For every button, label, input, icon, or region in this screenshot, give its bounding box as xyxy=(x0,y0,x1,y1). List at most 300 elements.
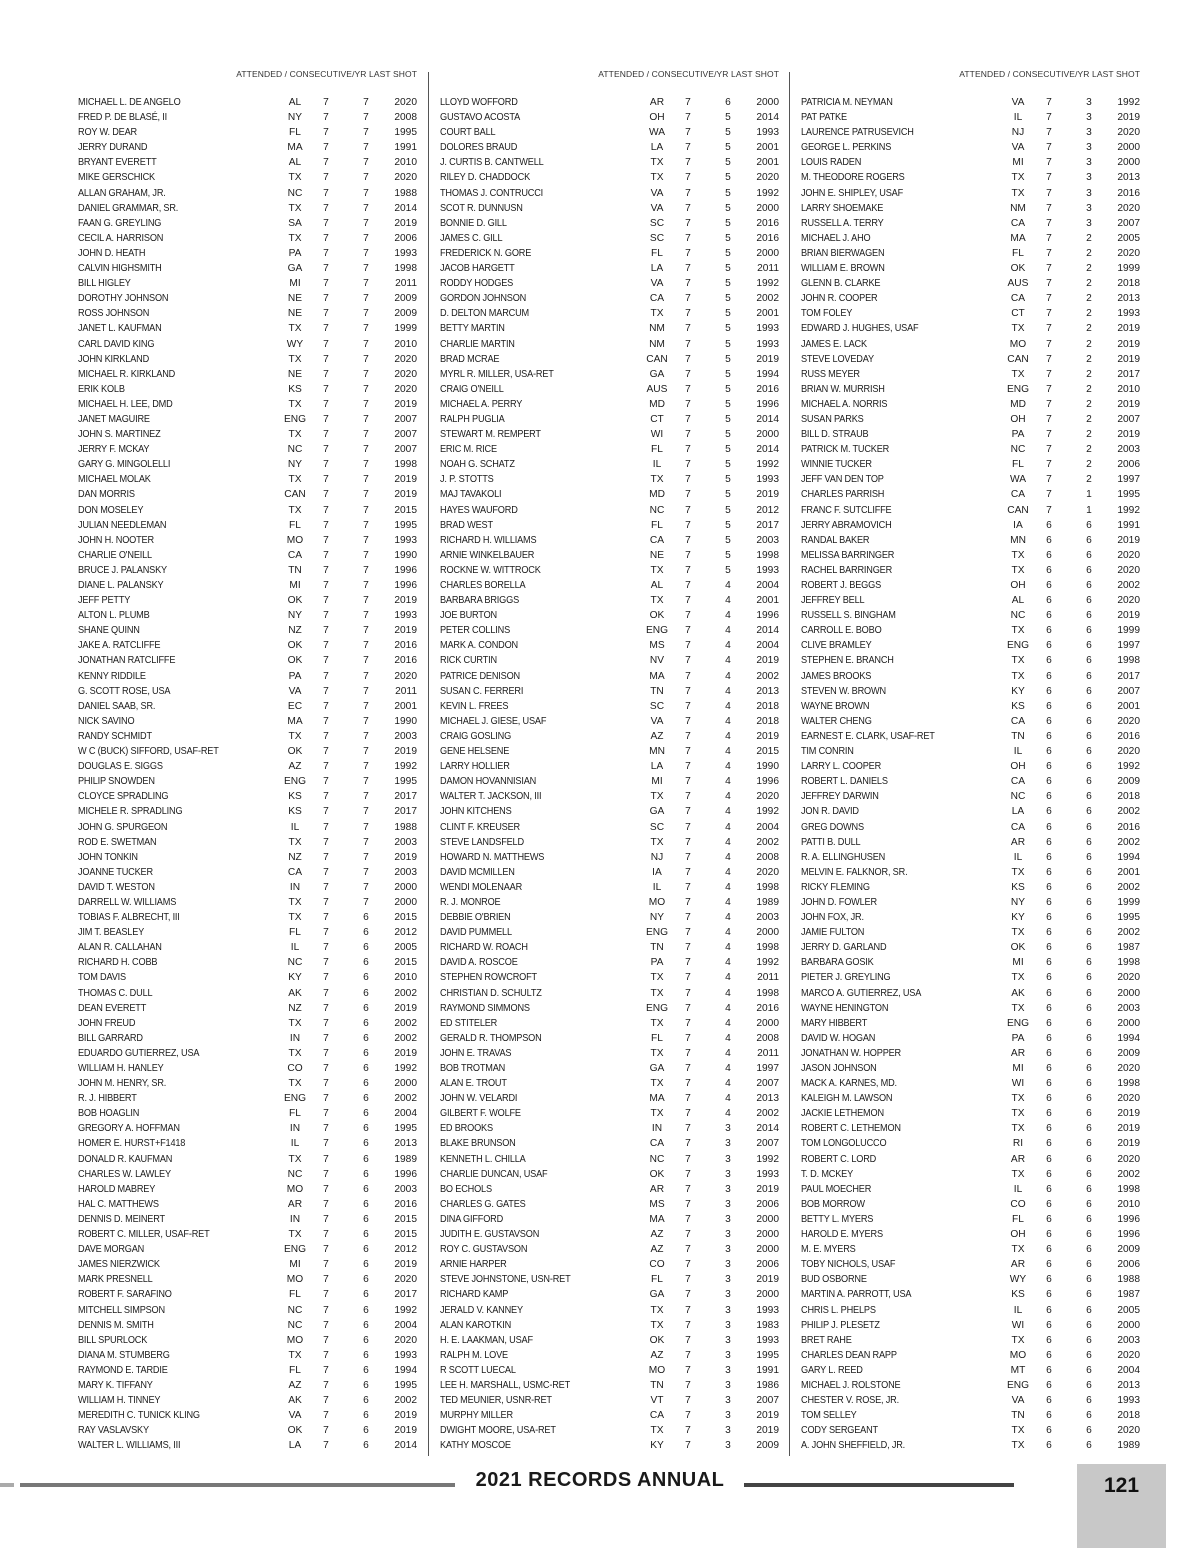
attended-count: 7 xyxy=(685,202,691,214)
year-last-shot: 2007 xyxy=(394,413,417,425)
attended-count: 6 xyxy=(1046,836,1052,848)
year-last-shot: 1996 xyxy=(756,398,779,410)
consecutive-count: 2 xyxy=(1086,232,1092,244)
member-location: IL xyxy=(1013,1183,1023,1195)
member-location: TN xyxy=(1011,1410,1025,1422)
attended-count: 7 xyxy=(685,1183,691,1195)
consecutive-count: 7 xyxy=(363,715,369,727)
attended-count: 6 xyxy=(1046,896,1052,908)
attended-count: 7 xyxy=(685,413,691,425)
member-location: KS xyxy=(288,806,302,818)
member-location: NC xyxy=(649,1153,665,1165)
year-last-shot: 1992 xyxy=(756,806,779,818)
year-last-shot: 2007 xyxy=(394,429,417,441)
year-last-shot: 2014 xyxy=(394,1440,417,1452)
year-last-shot: 2002 xyxy=(756,293,779,305)
member-name: CRAIG O'NEILL xyxy=(440,383,504,395)
consecutive-count: 6 xyxy=(363,957,369,969)
member-name: MAJ TAVAKOLI xyxy=(440,489,502,501)
year-last-shot: 2013 xyxy=(756,1093,779,1105)
member-location: FL xyxy=(289,1108,301,1120)
record-row xyxy=(78,1061,418,1076)
member-name: ROBERT F. SARAFINO xyxy=(78,1289,172,1301)
attended-count: 7 xyxy=(323,1123,329,1135)
consecutive-count: 5 xyxy=(725,112,731,124)
year-last-shot: 1995 xyxy=(394,1379,417,1391)
consecutive-count: 6 xyxy=(1086,700,1092,712)
member-location: IL xyxy=(1013,1304,1023,1316)
record-row xyxy=(440,774,780,789)
member-location: NY xyxy=(1010,896,1026,908)
member-location: TX xyxy=(1011,927,1025,939)
member-name: M. THEODORE ROGERS xyxy=(801,172,905,184)
record-row xyxy=(440,1303,780,1318)
attended-count: 7 xyxy=(323,534,329,546)
record-row xyxy=(78,1076,418,1091)
attended-count: 7 xyxy=(323,444,329,456)
record-row xyxy=(801,1212,1141,1227)
member-name: BO ECHOLS xyxy=(440,1183,492,1195)
member-location: TN xyxy=(1011,730,1025,742)
year-last-shot: 2014 xyxy=(756,625,779,637)
year-last-shot: 2019 xyxy=(756,1274,779,1286)
member-location: MA xyxy=(649,670,665,682)
year-last-shot: 2019 xyxy=(1117,338,1140,350)
year-last-shot: 2007 xyxy=(1117,413,1140,425)
member-location: NM xyxy=(1010,202,1026,214)
year-last-shot: 1991 xyxy=(1117,519,1140,531)
consecutive-count: 2 xyxy=(1086,383,1092,395)
record-row xyxy=(78,397,418,412)
member-location: ENG xyxy=(1006,1379,1030,1391)
attended-count: 7 xyxy=(323,308,329,320)
member-name: JOHN M. HENRY, SR. xyxy=(78,1078,167,1090)
year-last-shot: 1988 xyxy=(394,187,417,199)
member-location: FL xyxy=(1012,247,1024,259)
record-row xyxy=(440,729,780,744)
consecutive-count: 4 xyxy=(725,761,731,773)
attended-count: 7 xyxy=(323,595,329,607)
year-last-shot: 1987 xyxy=(1117,942,1140,954)
record-row xyxy=(440,578,780,593)
year-last-shot: 2010 xyxy=(1117,383,1140,395)
consecutive-count: 4 xyxy=(725,1002,731,1014)
member-name: PETER COLLINS xyxy=(440,625,511,637)
record-row xyxy=(78,337,418,352)
member-name: ROCKNE W. WITTROCK xyxy=(440,564,541,576)
consecutive-count: 7 xyxy=(363,383,369,395)
consecutive-count: 3 xyxy=(1086,97,1092,108)
member-name: WILLIAM E. BROWN xyxy=(801,263,885,275)
member-location: TX xyxy=(650,1017,664,1029)
member-name: ED BROOKS xyxy=(440,1123,493,1135)
attended-count: 6 xyxy=(1046,1138,1052,1150)
member-location: FL xyxy=(1012,459,1024,471)
attended-count: 7 xyxy=(323,1168,329,1180)
consecutive-count: 6 xyxy=(1086,549,1092,561)
attended-count: 7 xyxy=(1046,489,1052,501)
member-location: AUS xyxy=(1007,278,1029,290)
attended-count: 7 xyxy=(323,655,329,667)
consecutive-count: 6 xyxy=(363,1244,369,1256)
member-name: DAN MORRIS xyxy=(78,489,135,501)
consecutive-count: 7 xyxy=(363,595,369,607)
year-last-shot: 2019 xyxy=(394,746,417,758)
year-last-shot: 2004 xyxy=(756,640,779,652)
member-location: CAN xyxy=(1007,504,1029,516)
member-location: AK xyxy=(1011,987,1025,999)
year-last-shot: 1992 xyxy=(1117,761,1140,773)
member-location: MO xyxy=(286,534,304,546)
attended-count: 7 xyxy=(685,715,691,727)
year-last-shot: 2003 xyxy=(1117,1334,1140,1346)
attended-count: 7 xyxy=(685,1002,691,1014)
member-name: GARY L. REED xyxy=(801,1364,863,1376)
member-location: AR xyxy=(1010,1259,1026,1271)
member-name: MYRL R. MILLER, USA-RET xyxy=(440,368,554,380)
member-name: TOBY NICHOLS, USAF xyxy=(801,1259,896,1271)
year-last-shot: 1999 xyxy=(1117,263,1140,275)
column-divider xyxy=(789,72,790,1456)
member-location: OK xyxy=(287,595,303,607)
member-location: FL xyxy=(289,1364,301,1376)
consecutive-count: 6 xyxy=(363,1153,369,1165)
consecutive-count: 2 xyxy=(1086,278,1092,290)
record-row xyxy=(78,291,418,306)
record-row xyxy=(78,1318,418,1333)
attended-count: 6 xyxy=(1046,1304,1052,1316)
member-name: RICKY FLEMING xyxy=(801,881,870,893)
year-last-shot: 2020 xyxy=(394,1274,417,1286)
member-location: MO xyxy=(648,896,666,908)
member-name: DENNIS D. MEINERT xyxy=(78,1213,165,1225)
member-name: MICHAEL J. AHO xyxy=(801,232,871,244)
record-row xyxy=(440,487,780,502)
attended-count: 7 xyxy=(323,715,329,727)
attended-count: 7 xyxy=(1046,247,1052,259)
attended-count: 7 xyxy=(323,1063,329,1074)
member-location: MA xyxy=(649,1093,665,1105)
member-name: J. P. STOTTS xyxy=(440,474,494,486)
consecutive-count: 3 xyxy=(725,1349,731,1361)
member-name: KENNY RIDDILE xyxy=(78,670,146,682)
record-row xyxy=(78,216,418,231)
member-location: OK xyxy=(287,1425,303,1437)
member-name: JIM T. BEASLEY xyxy=(78,927,145,939)
consecutive-count: 7 xyxy=(363,398,369,410)
member-location: AZ xyxy=(650,1229,664,1241)
attended-count: 7 xyxy=(685,459,691,471)
member-location: LA xyxy=(650,263,664,275)
member-location: TX xyxy=(1011,1244,1025,1256)
record-row xyxy=(801,306,1141,321)
member-name: DAVID PUMMELL xyxy=(440,927,512,939)
year-last-shot: 2016 xyxy=(394,1198,417,1210)
attended-count: 7 xyxy=(685,1168,691,1180)
consecutive-count: 2 xyxy=(1086,338,1092,350)
consecutive-count: 2 xyxy=(1086,444,1092,456)
year-last-shot: 2019 xyxy=(394,398,417,410)
record-row xyxy=(801,548,1141,563)
attended-count: 7 xyxy=(323,1379,329,1391)
member-location: TX xyxy=(288,504,302,516)
consecutive-count: 4 xyxy=(725,1093,731,1105)
attended-count: 6 xyxy=(1046,1168,1052,1180)
record-row xyxy=(78,261,418,276)
member-name: JAKE A. RATCLIFFE xyxy=(78,640,161,652)
attended-count: 7 xyxy=(323,912,329,924)
year-last-shot: 2020 xyxy=(756,172,779,184)
consecutive-count: 2 xyxy=(1086,353,1092,365)
record-row xyxy=(801,1393,1141,1408)
member-location: CAN xyxy=(1007,353,1029,365)
attended-count: 7 xyxy=(1046,413,1052,425)
year-last-shot: 2000 xyxy=(756,202,779,214)
member-name: PATRICK M. TUCKER xyxy=(801,444,890,456)
consecutive-count: 7 xyxy=(363,519,369,531)
consecutive-count: 6 xyxy=(363,1032,369,1044)
consecutive-count: 5 xyxy=(725,564,731,576)
member-location: NY xyxy=(287,610,303,622)
year-last-shot: 2005 xyxy=(394,942,417,954)
member-location: LA xyxy=(288,1440,302,1452)
record-row xyxy=(440,563,780,578)
consecutive-count: 6 xyxy=(1086,896,1092,908)
member-location: MA xyxy=(1010,232,1026,244)
year-last-shot: 1993 xyxy=(756,127,779,139)
member-location: TX xyxy=(650,1319,664,1331)
member-location: VA xyxy=(650,187,664,199)
consecutive-count: 5 xyxy=(725,549,731,561)
attended-count: 7 xyxy=(685,1425,691,1437)
member-name: WAYNE HENINGTON xyxy=(801,1002,889,1014)
consecutive-count: 4 xyxy=(725,685,731,697)
attended-count: 7 xyxy=(685,1334,691,1346)
year-last-shot: 2016 xyxy=(394,655,417,667)
year-last-shot: 2019 xyxy=(1117,1123,1140,1135)
member-location: CA xyxy=(287,549,303,561)
record-row xyxy=(801,955,1141,970)
member-name: PATTI B. DULL xyxy=(801,836,861,848)
record-row xyxy=(78,367,418,382)
year-last-shot: 1998 xyxy=(756,942,779,954)
year-last-shot: 2019 xyxy=(756,1183,779,1195)
member-name: MARK A. CONDON xyxy=(440,640,518,652)
consecutive-count: 6 xyxy=(1086,1274,1092,1286)
member-name: JEFFREY DARWIN xyxy=(801,791,879,803)
attended-count: 7 xyxy=(323,1153,329,1165)
member-location: AZ xyxy=(650,1349,664,1361)
record-row xyxy=(801,367,1141,382)
year-last-shot: 2002 xyxy=(394,1032,417,1044)
member-location: OK xyxy=(1010,263,1026,275)
member-location: AL xyxy=(1011,595,1025,607)
consecutive-count: 5 xyxy=(725,459,731,471)
year-last-shot: 2019 xyxy=(756,730,779,742)
member-name: SCOT R. DUNNUSN xyxy=(440,202,523,214)
year-last-shot: 2020 xyxy=(1117,746,1140,758)
attended-count: 7 xyxy=(685,866,691,878)
year-last-shot: 2015 xyxy=(756,746,779,758)
attended-count: 7 xyxy=(685,112,691,124)
member-name: RUSSELL S. BINGHAM xyxy=(801,610,896,622)
consecutive-count: 5 xyxy=(725,172,731,184)
member-location: CO xyxy=(1010,1198,1026,1210)
member-name: WALTER T. JACKSON, III xyxy=(440,791,542,803)
consecutive-count: 3 xyxy=(1086,127,1092,139)
member-name: MARK PRESNELL xyxy=(78,1274,153,1286)
consecutive-count: 6 xyxy=(1086,821,1092,833)
member-name: CHARLES PARRISH xyxy=(801,489,885,501)
attended-count: 7 xyxy=(685,564,691,576)
member-name: D. DELTON MARCUM xyxy=(440,308,529,320)
attended-count: 7 xyxy=(685,942,691,954)
consecutive-count: 7 xyxy=(363,142,369,154)
record-row xyxy=(78,306,418,321)
record-row xyxy=(440,1408,780,1423)
consecutive-count: 6 xyxy=(1086,595,1092,607)
attended-count: 7 xyxy=(1046,232,1052,244)
record-row xyxy=(440,1152,780,1167)
member-name: HAROLD E. MYERS xyxy=(801,1229,883,1241)
year-last-shot: 2020 xyxy=(1117,1349,1140,1361)
record-row xyxy=(440,457,780,472)
year-last-shot: 2013 xyxy=(1117,172,1140,184)
consecutive-count: 7 xyxy=(363,413,369,425)
record-row xyxy=(440,1287,780,1302)
year-last-shot: 1997 xyxy=(1117,474,1140,486)
year-last-shot: 2012 xyxy=(756,504,779,516)
year-last-shot: 2016 xyxy=(756,1002,779,1014)
member-location: NJ xyxy=(1011,127,1025,139)
consecutive-count: 5 xyxy=(725,489,731,501)
member-name: DEBBIE O'BRIEN xyxy=(440,912,511,924)
attended-count: 7 xyxy=(685,957,691,969)
consecutive-count: 6 xyxy=(363,1259,369,1271)
year-last-shot: 2019 xyxy=(1117,534,1140,546)
year-last-shot: 2006 xyxy=(394,232,417,244)
record-row xyxy=(78,789,418,804)
member-location: OH xyxy=(1010,1229,1026,1241)
records-list xyxy=(440,95,780,1453)
year-last-shot: 1998 xyxy=(1117,655,1140,667)
year-last-shot: 2019 xyxy=(756,1410,779,1422)
member-location: ENG xyxy=(1006,383,1030,395)
member-location: CT xyxy=(650,413,664,425)
member-name: JOHN TONKIN xyxy=(78,851,138,863)
year-last-shot: 2017 xyxy=(1117,670,1140,682)
member-name: NICK SAVINO xyxy=(78,715,135,727)
member-name: ROBERT L. DANIELS xyxy=(801,776,888,788)
record-row xyxy=(801,563,1141,578)
record-row xyxy=(440,744,780,759)
record-row xyxy=(440,503,780,518)
attended-count: 7 xyxy=(323,1032,329,1044)
member-name: BRET RAHE xyxy=(801,1334,852,1346)
record-row xyxy=(440,1393,780,1408)
member-location: SA xyxy=(288,217,302,229)
attended-count: 7 xyxy=(1046,157,1052,169)
member-location: NY xyxy=(649,912,665,924)
record-row xyxy=(801,1106,1141,1121)
column-header: ATTENDED / CONSECUTIVE/YR LAST SHOT xyxy=(598,69,779,79)
record-row xyxy=(440,1272,780,1287)
year-last-shot: 1993 xyxy=(394,610,417,622)
attended-count: 6 xyxy=(1046,1229,1052,1241)
year-last-shot: 1993 xyxy=(756,1168,779,1180)
record-row xyxy=(440,1318,780,1333)
member-location: IA xyxy=(652,866,662,878)
record-row xyxy=(78,1272,418,1287)
record-row xyxy=(78,774,418,789)
consecutive-count: 3 xyxy=(725,1123,731,1135)
attended-count: 6 xyxy=(1046,715,1052,727)
member-name: DIANA M. STUMBERG xyxy=(78,1349,170,1361)
attended-count: 7 xyxy=(685,1108,691,1120)
record-row xyxy=(78,940,418,955)
member-name: GUSTAVO ACOSTA xyxy=(440,112,521,124)
member-name: JOHN R. COOPER xyxy=(801,293,878,305)
attended-count: 7 xyxy=(323,730,329,742)
record-row xyxy=(801,1031,1141,1046)
member-location: TX xyxy=(1011,549,1025,561)
record-row xyxy=(78,140,418,155)
year-last-shot: 2020 xyxy=(1117,202,1140,214)
member-name: JAMES NIERZWICK xyxy=(78,1259,160,1271)
consecutive-count: 6 xyxy=(363,1063,369,1074)
record-row xyxy=(78,125,418,140)
member-location: GA xyxy=(649,806,665,818)
member-name: M. E. MYERS xyxy=(801,1244,856,1256)
member-location: TX xyxy=(288,896,302,908)
attended-count: 7 xyxy=(323,791,329,803)
attended-count: 7 xyxy=(685,836,691,848)
attended-count: 7 xyxy=(685,896,691,908)
consecutive-count: 6 xyxy=(363,1138,369,1150)
member-location: TX xyxy=(288,429,302,441)
attended-count: 6 xyxy=(1046,1093,1052,1105)
record-row xyxy=(801,1136,1141,1151)
consecutive-count: 6 xyxy=(1086,791,1092,803)
member-location: FL xyxy=(651,1032,663,1044)
record-row xyxy=(78,684,418,699)
member-name: MARTIN A. PARROTT, USA xyxy=(801,1289,912,1301)
member-name: WILLIAM H. TINNEY xyxy=(78,1395,161,1407)
member-location: AR xyxy=(1010,1153,1026,1165)
consecutive-count: 3 xyxy=(725,1379,731,1391)
consecutive-count: 7 xyxy=(363,474,369,486)
consecutive-count: 5 xyxy=(725,338,731,350)
consecutive-count: 6 xyxy=(363,1078,369,1090)
attended-count: 7 xyxy=(685,972,691,984)
year-last-shot: 2014 xyxy=(394,202,417,214)
attended-count: 7 xyxy=(685,1138,691,1150)
member-name: JEFF VAN DEN TOP xyxy=(801,474,884,486)
member-location: WA xyxy=(648,127,666,139)
consecutive-count: 4 xyxy=(725,912,731,924)
attended-count: 7 xyxy=(685,504,691,516)
records-list xyxy=(801,95,1141,1453)
record-row xyxy=(801,291,1141,306)
record-row xyxy=(801,503,1141,518)
consecutive-count: 6 xyxy=(1086,655,1092,667)
year-last-shot: 2016 xyxy=(756,217,779,229)
consecutive-count: 7 xyxy=(363,444,369,456)
record-row xyxy=(78,910,418,925)
consecutive-count: 6 xyxy=(363,1108,369,1120)
footer-title: 2021 RECORDS ANNUAL xyxy=(475,1469,725,1491)
member-name: WILLIAM H. HANLEY xyxy=(78,1063,164,1074)
